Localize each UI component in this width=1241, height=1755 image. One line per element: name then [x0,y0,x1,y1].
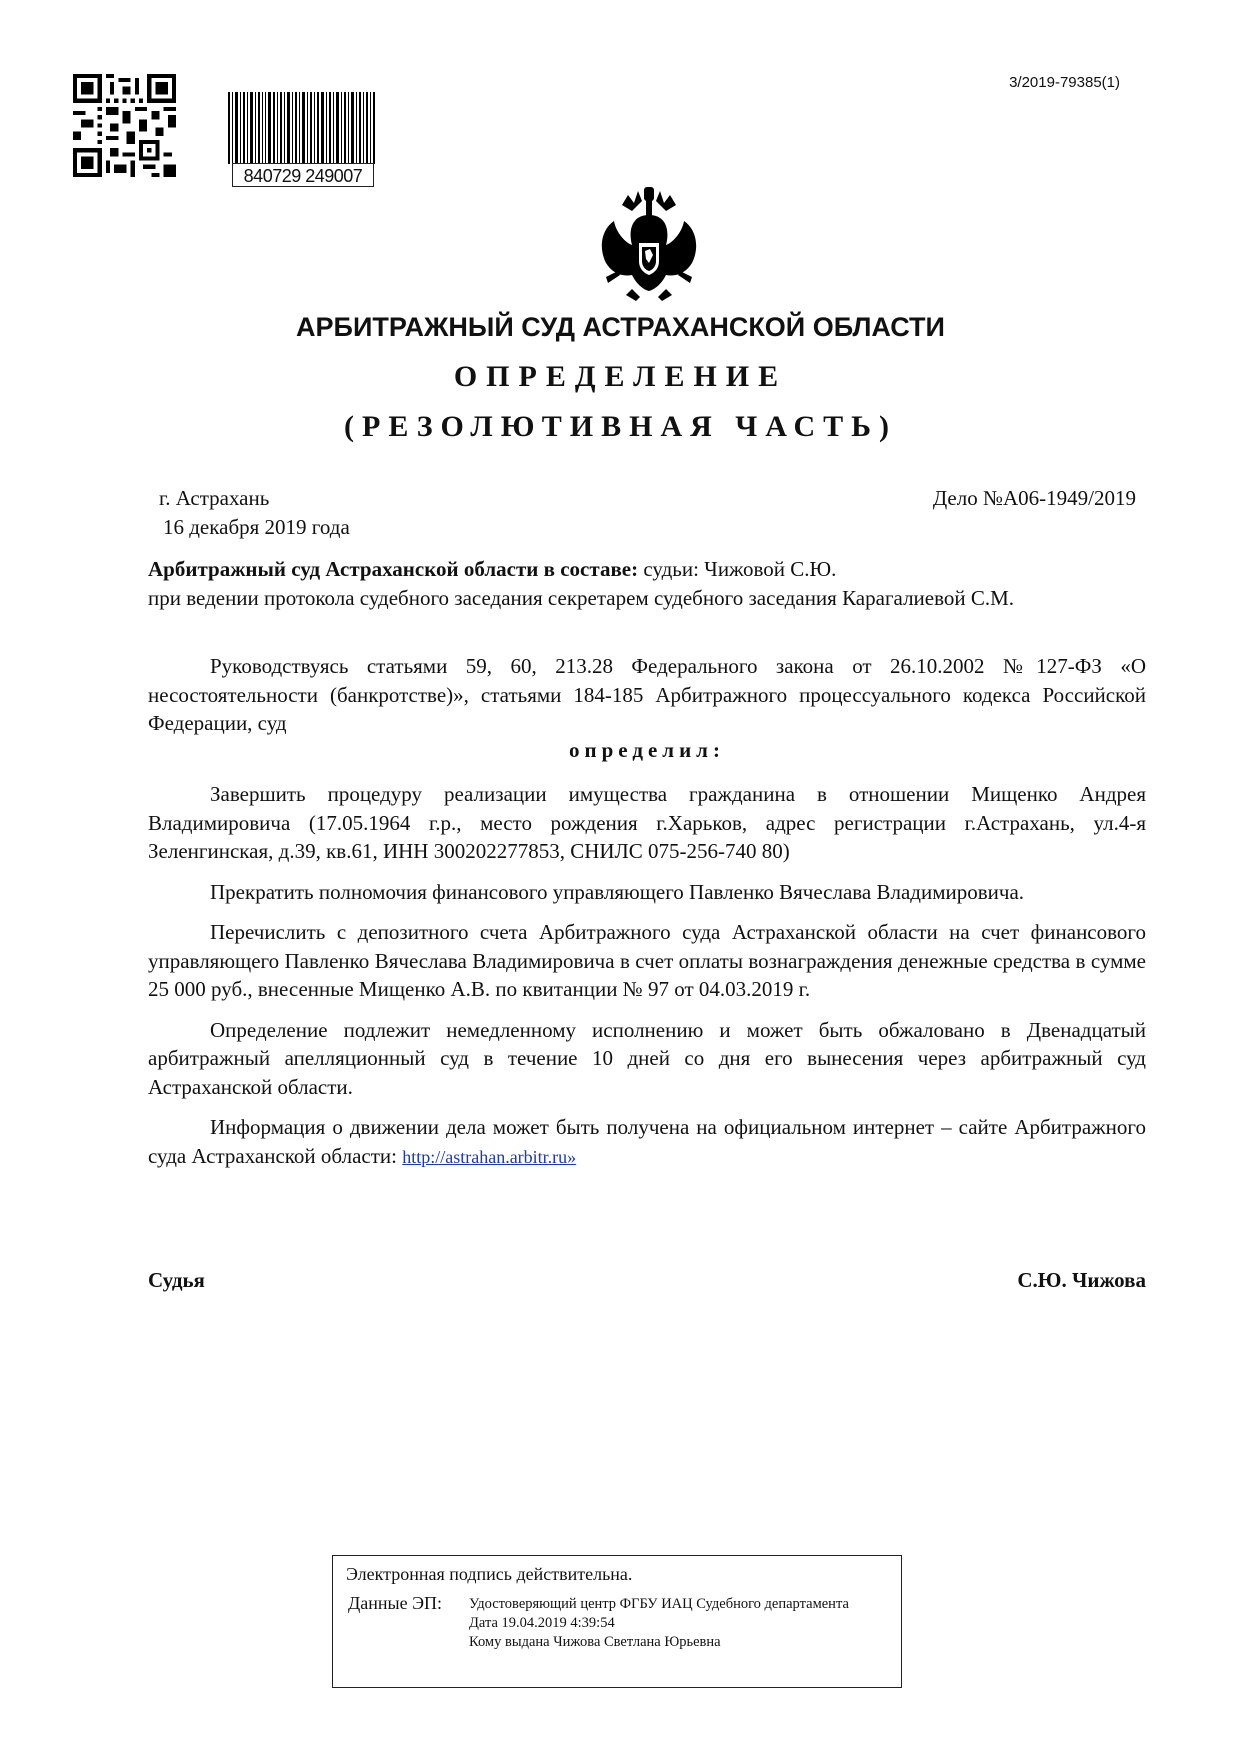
signature-date: Дата 19.04.2019 4:39:54 [469,1615,615,1631]
barcode-number: 840729 249007 [232,163,374,187]
ruling-paragraph-appeal: Определение подлежит немедленному исполнению и может быть обжаловано в Двенадцатый арбитражный апелляционный суд в течение 10 дней со дня его вынесения через арбитражный суд Астраханской области. [148,1017,1146,1099]
document-id: 3/2019-79385(1) [1009,74,1120,91]
signature-issuer: Удостоверяющий центр ФГБУ ИАЦ Судебного департамента [469,1596,849,1612]
case-number: Дело №А06-1949/2019 [932,486,1136,510]
signature-details [469,1595,889,1652]
ruling-paragraph-terminate: Прекратить полномочия финансового управляющего Павленко Вячеслава Владимировича. [210,879,1025,904]
legal-basis [148,652,1146,750]
composition-judge: судьи: Чижовой С.Ю. [638,557,837,581]
electronic-signature-box [332,1555,902,1688]
court-website-link[interactable]: http://astrahan.arbitr.ru» [402,1146,577,1167]
court-composition [148,555,1198,613]
coat-of-arms-icon [592,185,706,303]
city: г. Астрахань [159,486,270,510]
legal-basis-paragraph: Руководствуясь статьями 59, 60, 213.28 Федерального закона от 26.10.2002 №127-ФЗ «О несостоятельности (банкротстве)», статьями 184-185 Арбитражного процессуального кодекса Российской Федерации, суд [148,654,1146,735]
ruling-paragraph-complete: Завершить процедуру реализации имущества гражданина в отношении Мищенко Андрея Владимировича (17.05.1964 г.р., место рождения г.Харьков, адрес регистрации г.Астрахань, ул.4-я Зеленгинская, д.39, кв.61, ИНН 300202277853, СНИЛС 075-256-740 80) [148,782,1146,863]
signature-data-label: Данные ЭП: [348,1593,442,1613]
signature-valid-text: Электронная подпись действительна. [346,1564,633,1584]
decision-date: 16 декабря 2019 года [163,515,350,539]
qr-code [73,74,176,177]
ruling-body [148,780,1146,1183]
judge-name: С.Ю. Чижова [1017,1268,1146,1292]
composition-secretary: при ведении протокола судебного заседания секретарем судебного заседания Карагалиевой С.М. [148,586,1015,610]
decided-heading: определил: [569,738,725,762]
judge-label: Судья [148,1268,205,1292]
ruling-paragraph-transfer: Перечислить с депозитного счета Арбитражного суда Астраханской области на счет финансового управляющего Павленко Вячеслава Владимировича в счет оплаты вознаграждения денежные средства в сумме 25 000 руб., внесенные Мищенко А.В. по квитанции № 97 от 04.03.2019 г. [148,920,1146,1001]
ruling-paragraph-info [148,1113,1146,1171]
document-subtitle: (РЕЗОЛЮТИВНАЯ ЧАСТЬ) [344,410,897,443]
document-type: ОПРЕДЕЛЕНИЕ [453,360,788,393]
court-title: АРБИТРАЖНЫЙ СУД АСТРАХАНСКОЙ ОБЛАСТИ [296,312,945,342]
composition-court: Арбитражный суд Астраханской области в составе: [148,557,639,581]
signature-issued-to: Кому выдана Чижова Светлана Юрьевна [469,1634,721,1650]
info-text: Информация о движении дела может быть получена на официальном интернет – сайте Арбитражного суда Астраханской области: [148,1115,1146,1168]
